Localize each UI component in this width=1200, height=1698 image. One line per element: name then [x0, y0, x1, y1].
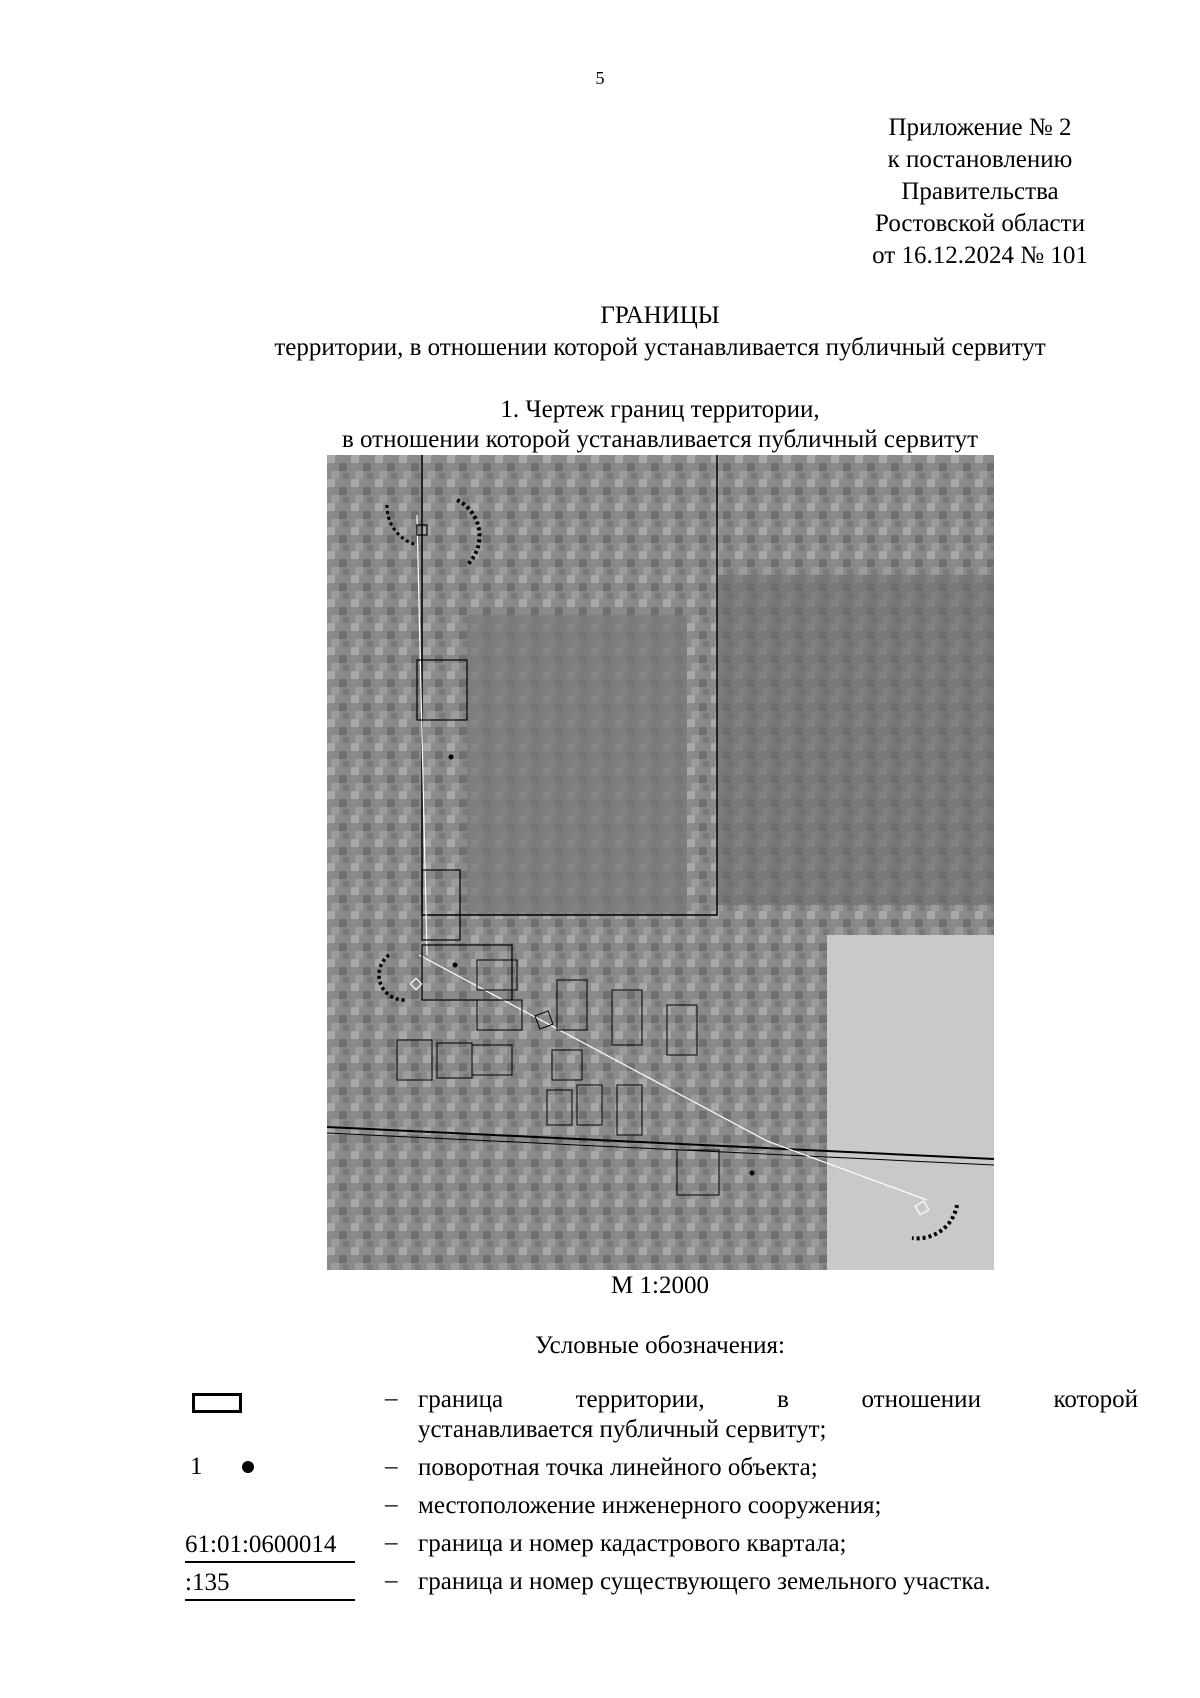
cadastral-number: 61:01:0600014 [185, 1529, 355, 1563]
legend-symbol [185, 1453, 355, 1487]
legend-text: поворотная точка линейного объекта; [418, 1454, 818, 1481]
dot-icon [242, 1461, 254, 1473]
legend-symbol [185, 1385, 355, 1419]
legend-text: граница и номер существующего земельного участка. [418, 1568, 991, 1595]
legend [185, 1385, 1140, 1605]
rectangle-boundary-icon [192, 1393, 242, 1413]
section-heading-line-2: в отношении которой устанавливается публичный сервитут [341, 426, 979, 453]
light-area [827, 935, 994, 1270]
legend-row-engineering-structure [185, 1491, 1140, 1529]
legend-dash: – [385, 1453, 398, 1480]
turning-point [750, 1171, 755, 1176]
legend-row-turning-point [185, 1453, 1140, 1491]
turning-point [449, 755, 454, 760]
appendix-line-5: от 16.12.2024 № 101 [872, 242, 1088, 269]
appendix-line-2: к постановлению [887, 146, 1073, 173]
appendix-line-4: Ростовской области [875, 210, 1085, 237]
building-block [467, 615, 687, 915]
legend-row-servitude-boundary [185, 1385, 1140, 1453]
legend-text: граница территории, в отношении которой [418, 1386, 1138, 1413]
legend-dash: – [385, 1385, 398, 1412]
legend-symbol [185, 1567, 355, 1601]
legend-symbol [185, 1491, 355, 1525]
map-drawing [327, 455, 994, 1270]
legend-dash: – [385, 1491, 398, 1518]
dark-area [717, 575, 994, 905]
legend-title: Условные обозначения: [534, 1332, 786, 1359]
legend-row-cadastral-quarter [185, 1529, 1140, 1567]
legend-text: местоположение инженерного сооружения; [418, 1492, 882, 1519]
page-number: 5 [595, 68, 605, 88]
appendix-line-1: Приложение № 2 [888, 114, 1072, 141]
document-subtitle: территории, в отношении которой устанавливается публичный сервитут [274, 334, 1046, 361]
parcel-number: :135 [185, 1567, 355, 1601]
section-heading-line-1: 1. Чертеж границ территории, [500, 396, 820, 423]
legend-text-continuation: устанавливается публичный сервитут; [418, 1416, 827, 1443]
legend-row-land-parcel [185, 1567, 1140, 1605]
appendix-block [830, 112, 1130, 272]
point-number: 1 [190, 1453, 203, 1480]
appendix-line-3: Правительства [901, 178, 1059, 205]
legend-text: граница и номер кадастрового квартала; [418, 1530, 847, 1557]
map-scale: М 1:2000 [611, 1272, 709, 1299]
legend-symbol [185, 1529, 355, 1563]
boundary-map [327, 455, 994, 1270]
legend-dash: – [385, 1567, 398, 1594]
document-title: ГРАНИЦЫ [600, 302, 720, 329]
turning-point [453, 963, 458, 968]
legend-dash: – [385, 1529, 398, 1556]
